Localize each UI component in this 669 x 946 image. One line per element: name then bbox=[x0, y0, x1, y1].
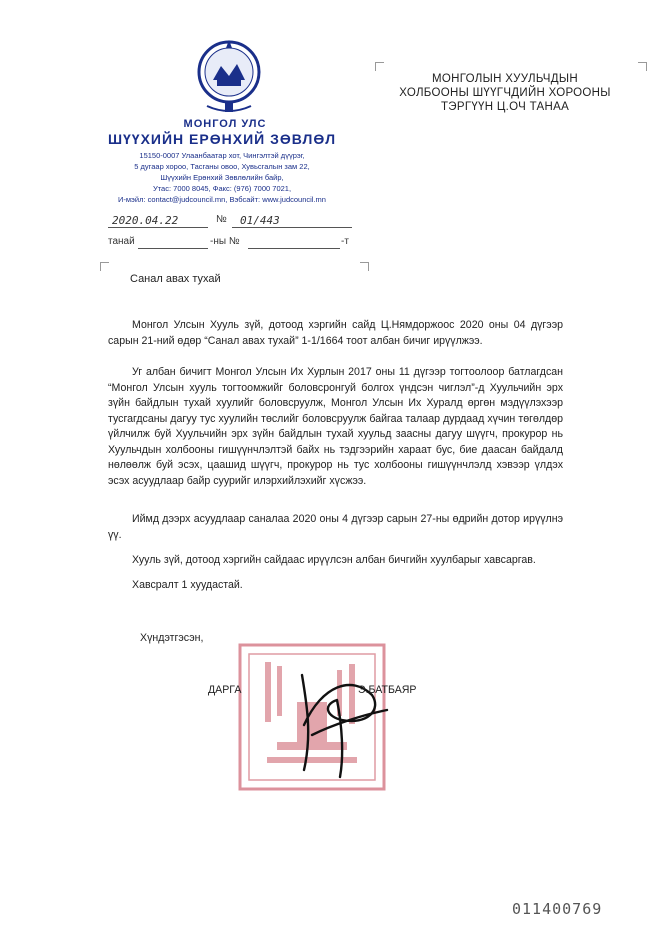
header-address bbox=[92, 150, 352, 205]
recipient-block bbox=[385, 72, 625, 114]
signatory-name: Э.БАТБАЯР bbox=[358, 684, 417, 696]
reference-number-prefix: № bbox=[216, 214, 227, 225]
body-paragraph: Иймд дээрх асуудлаар саналаа 2020 оны 4 дүгээр сарын 27-ны өдрийн дотор ирүүлнэ үү. bbox=[108, 513, 563, 541]
recipient-line: ХОЛБООНЫ ШҮҮГЧДИЙН ХОРООНЫ bbox=[399, 87, 611, 99]
corner-mark bbox=[638, 62, 647, 71]
your-end: -т bbox=[341, 236, 349, 247]
letter-subject: Санал авах тухай bbox=[130, 273, 221, 285]
corner-mark bbox=[100, 262, 109, 271]
handwritten-signature bbox=[282, 665, 392, 780]
reference-number: 01/443 bbox=[240, 214, 280, 227]
corner-mark bbox=[375, 62, 384, 71]
address-line: 5 дугаар хороо, Тасганы овоо, Хувьсгалын зам 22, bbox=[134, 162, 310, 171]
header-country: МОНГОЛ УЛС bbox=[183, 118, 267, 130]
closing-greeting: Хүндэтгэсэн, bbox=[140, 632, 204, 644]
address-line: И-мэйл: contact@judcouncil.mn, Вэбсайт: www.judcouncil.mn bbox=[118, 195, 326, 204]
your-label: танай bbox=[108, 236, 135, 247]
corner-mark bbox=[360, 262, 369, 271]
body-paragraph: Уг албан бичигт Монгол Улсын Их Хурлын 2017 оны 11 дүгээр тогтоолоор батлагдсан “Монгол Улсын хууль тогтоомжийг боловсронгуй болгох үндсэн чиглэл”-д Хуульчийн эрх зүйн байдлын тухай хуулийг боловсруулж, Монгол Улсын Их Хуралд өргөн мэдүүлэхээр тусгагдсаны дагуу тус хуулийн төслийг боловсруулж байгаа талаар дурдаад хүчин төгөлдөр үйлчилж буй Хуульчийн эрх зүйн байдлын тухай хуульд заасны дагуу шүүгч, прокурор нь Хуульчдын холбооны гишүүнчлэлтэй байх нь тэдгээрийн хараат бус, бие даасан байдалд нөлөөлж буй эсэх, цаашид шүүгч, прокурор нь тус холбооны гишүүнчлэлд хэвээр үлдэх эсэх асуудлаар байр суурийг илэрхийлэхийг хүсжээ. bbox=[108, 366, 563, 487]
serial-number: 011400769 bbox=[512, 900, 603, 918]
header-org-name: ШҮҮХИЙН ЕРӨНХИЙ ЗӨВЛӨЛ bbox=[107, 131, 337, 147]
reference-number-line bbox=[108, 214, 358, 230]
body-paragraph: Монгол Улсын Хууль зүй, дотоод хэргийн сайд Ц.Нямдоржоос 2020 оны 04 дүгээр сарын 21-ний өдөр “Санал авах тухай” 1-1/1664 тоот албан бичиг ирүүлжээ. bbox=[108, 319, 563, 347]
address-line: Утас: 7000 8045, Факс: (976) 7000 7021, bbox=[152, 184, 292, 193]
your-suffix: -ны № bbox=[210, 236, 240, 247]
reference-date: 2020.04.22 bbox=[112, 214, 179, 227]
recipient-line: МОНГОЛЫН ХУУЛЬЧДЫН bbox=[432, 73, 578, 85]
state-emblem-logo bbox=[195, 36, 263, 116]
body-paragraph: Хууль зүй, дотоод хэргийн сайдаас ирүүлсэн албан бичгийн хуулбарыг хавсаргав. bbox=[132, 554, 536, 566]
your-reference-line bbox=[108, 236, 358, 252]
recipient-line: ТЭРГҮҮН Ц.ОЧ ТАНАА bbox=[440, 101, 570, 113]
address-line: Шүүхийн Ерөнхий Зөвлөлийн байр, bbox=[160, 173, 284, 182]
body-paragraph: Хавсралт 1 хуудастай. bbox=[132, 579, 243, 591]
signatory-title: ДАРГА bbox=[208, 684, 242, 696]
address-line: 15150-0007 Улаанбаатар хот, Чингэлтэй дүүрэг, bbox=[139, 151, 305, 160]
